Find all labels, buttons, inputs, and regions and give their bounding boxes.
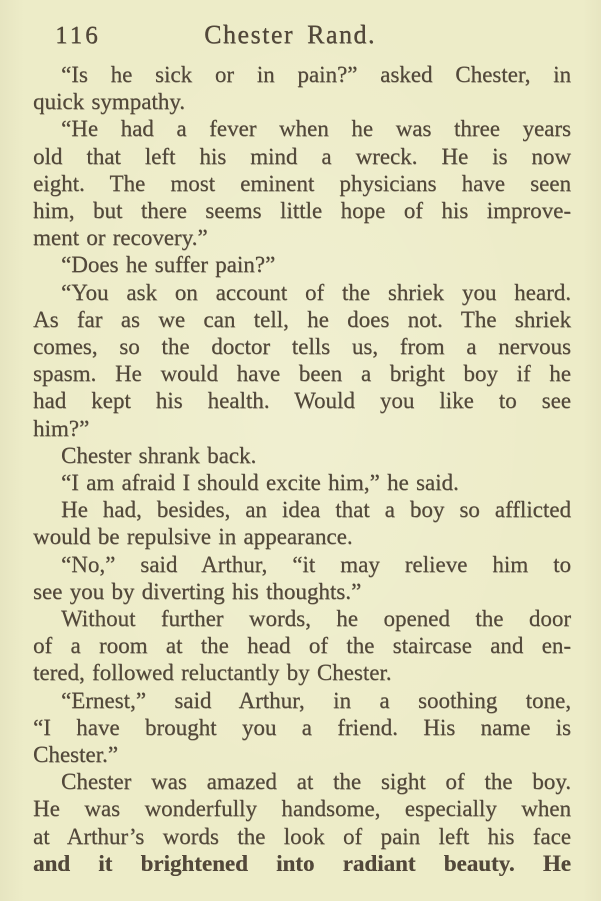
page-number: 116 bbox=[55, 22, 101, 49]
text-line: Chester was amazed at the sight of the boy. bbox=[61, 769, 571, 795]
text-line: “He had a fever when he was three years bbox=[61, 116, 571, 142]
text-line: him, but there seems little hope of his improve- bbox=[33, 198, 571, 224]
running-title: Chester Rand. bbox=[204, 20, 376, 49]
text-line: “I have brought you a friend. His name is bbox=[33, 714, 571, 740]
text-line: tered, followed reluctantly by Chester. bbox=[33, 660, 392, 686]
paragraph bbox=[33, 469, 571, 496]
text-line: him?” bbox=[33, 415, 90, 441]
text-line: quick sympathy. bbox=[33, 89, 186, 115]
text-line: had kept his health. Would you like to see bbox=[33, 388, 571, 414]
text-line: at Arthur’s words the look of pain left his face bbox=[33, 823, 571, 849]
text-line: and it brightened into radiant beauty. He bbox=[33, 850, 571, 876]
text-line: see you by diverting his thoughts.” bbox=[33, 578, 362, 604]
paragraph bbox=[33, 61, 571, 115]
paragraph bbox=[33, 279, 571, 442]
text-line: He was wonderfully handsome, especially when bbox=[33, 796, 571, 822]
text-line: “Is he sick or in pain?” asked Chester, in bbox=[61, 62, 571, 87]
paragraph bbox=[33, 442, 571, 469]
text-line: ment or recovery.” bbox=[33, 225, 208, 251]
text-line: “Does he suffer pain?” bbox=[61, 252, 276, 278]
text-line: Chester shrank back. bbox=[61, 442, 257, 468]
paragraph bbox=[33, 251, 571, 278]
text-line: of a room at the head of the staircase and en- bbox=[33, 633, 571, 659]
text-line: “Ernest,” said Arthur, in a soothing tone, bbox=[61, 687, 571, 713]
text-line: “No,” said Arthur, “it may relieve him to bbox=[61, 551, 571, 577]
running-head bbox=[0, 20, 601, 50]
paragraph bbox=[33, 551, 571, 605]
text-line: Without further words, he opened the door bbox=[61, 606, 571, 632]
text-line: Chester.” bbox=[33, 742, 118, 768]
text-line: “I am afraid I should excite him,” he said. bbox=[61, 470, 459, 496]
page-body bbox=[33, 61, 571, 877]
text-line: eight. The most eminent physicians have seen bbox=[33, 170, 571, 196]
text-line: old that left his mind a wreck. He is now bbox=[33, 143, 571, 169]
text-line: “You ask on account of the shriek you heard. bbox=[61, 279, 571, 305]
text-line: He had, besides, an idea that a boy so afflicted bbox=[61, 497, 571, 523]
text-line: comes, so the doctor tells us, from a nervous bbox=[33, 334, 571, 360]
paragraph bbox=[33, 687, 571, 769]
paragraph bbox=[33, 496, 571, 550]
paragraph bbox=[33, 605, 571, 687]
text-line: As far as we can tell, he does not. The shriek bbox=[33, 306, 571, 332]
text-line: would be repulsive in appearance. bbox=[33, 524, 353, 550]
paragraph bbox=[33, 115, 571, 251]
paragraph bbox=[33, 768, 571, 877]
text-line: spasm. He would have been a bright boy if he bbox=[33, 361, 571, 387]
